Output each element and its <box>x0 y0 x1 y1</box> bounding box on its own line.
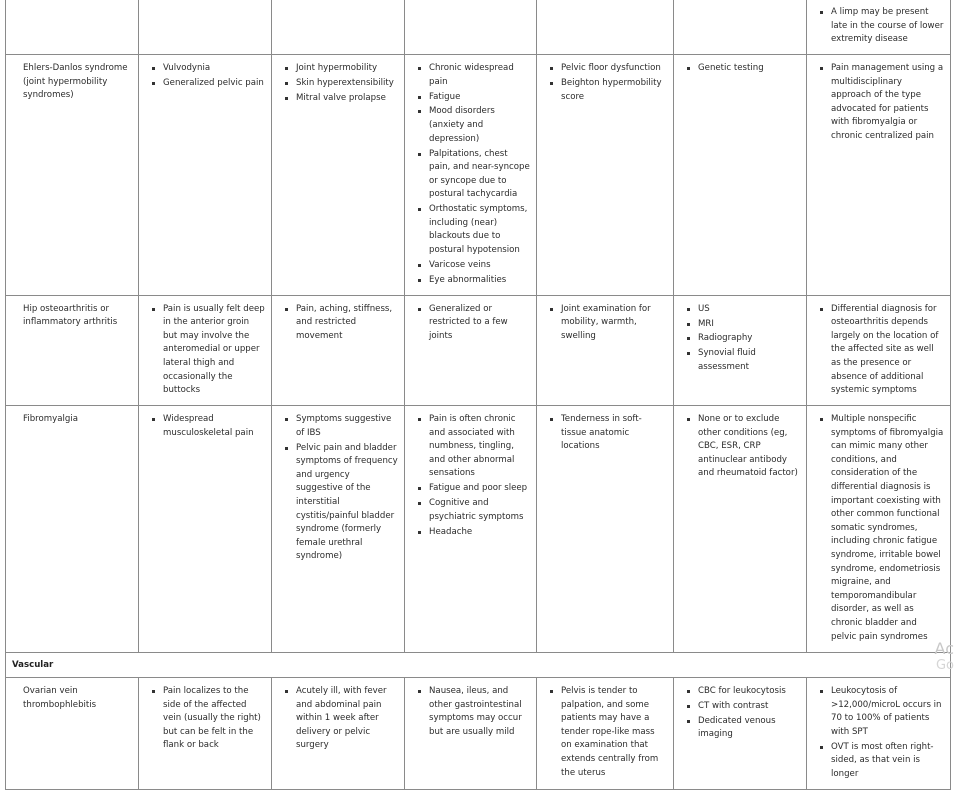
activate-windows-watermark <box>935 640 954 674</box>
table-cell <box>537 295 674 405</box>
table-row <box>6 406 951 652</box>
bullet-list <box>819 413 944 644</box>
bullet-list <box>151 62 265 90</box>
bullet-list <box>549 62 667 104</box>
differential-diagnosis-table <box>5 0 951 790</box>
table-cell <box>139 295 272 405</box>
bullet-list <box>417 685 530 739</box>
list-item: CT with contrast <box>686 700 800 714</box>
list-item: Palpitations, chest pain, and near-syncope or syncope due to postural tachycardia <box>417 148 530 202</box>
table-cell <box>405 678 537 790</box>
table-cell <box>674 295 807 405</box>
table-row <box>6 295 951 405</box>
list-item: Varicose veins <box>417 259 530 273</box>
list-item: Tenderness in soft-tissue anatomic locations <box>549 413 667 454</box>
table-cell <box>807 678 951 790</box>
bullet-list <box>549 685 667 780</box>
bullet-list <box>284 413 398 564</box>
list-item: Leukocytosis of >12,000/microL occurs in 70 to 100% of patients with SPT <box>819 685 944 739</box>
bullet-list <box>819 685 944 781</box>
table-cell <box>405 406 537 652</box>
list-item: Pain is often chronic and associated with numbness, tingling, and other abnormal sensations <box>417 413 530 481</box>
bullet-list <box>549 413 667 454</box>
list-item: Headache <box>417 526 530 540</box>
table-cell <box>807 406 951 652</box>
condition-cell: Hip osteoarthritis or inflammatory arthritis <box>6 295 139 405</box>
list-item: Radiography <box>686 332 800 346</box>
bullet-list <box>151 413 265 440</box>
bullet-list <box>417 62 530 287</box>
bullet-list <box>819 62 944 144</box>
table-cell <box>405 0 537 55</box>
table-cell <box>139 55 272 296</box>
table-cell <box>674 678 807 790</box>
bullet-list <box>549 303 667 344</box>
table-row <box>6 55 951 296</box>
bullet-list <box>284 303 398 344</box>
list-item: Chronic widespread pain <box>417 62 530 89</box>
list-item: Pain localizes to the side of the affected vein (usually the right) but can be felt in the flank or back <box>151 685 265 753</box>
bullet-list <box>819 303 944 398</box>
section-header: Vascular <box>6 652 951 678</box>
list-item: Fatigue and poor sleep <box>417 482 530 496</box>
list-item: Generalized pelvic pain <box>151 77 265 91</box>
list-item: A limp may be present late in the course of lower extremity disease <box>819 6 944 47</box>
bullet-list <box>819 6 944 47</box>
bullet-list <box>417 303 530 344</box>
condition-cell <box>6 0 139 55</box>
watermark-line-2: Go <box>935 658 954 673</box>
list-item: Generalized or restricted to a few joints <box>417 303 530 344</box>
table-cell <box>807 55 951 296</box>
list-item: CBC for leukocytosis <box>686 685 800 699</box>
table-cell <box>405 295 537 405</box>
list-item: Beighton hypermobility score <box>549 77 667 104</box>
table-cell <box>674 55 807 296</box>
condition-cell: Ehlers-Danlos syndrome (joint hypermobility syndromes) <box>6 55 139 296</box>
table-cell <box>139 0 272 55</box>
bullet-list <box>417 413 530 539</box>
list-item: Pain management using a multidisciplinary approach of the type advocated for patients with fibromyalgia or chronic centralized pain <box>819 62 944 144</box>
table-cell <box>807 295 951 405</box>
table-cell <box>272 55 405 296</box>
bullet-list <box>151 685 265 753</box>
list-item: Symptoms suggestive of IBS <box>284 413 398 440</box>
bullet-list <box>686 413 800 481</box>
bullet-list <box>686 62 800 76</box>
table-cell <box>272 406 405 652</box>
section-row <box>6 652 951 678</box>
list-item: US <box>686 303 800 317</box>
bullet-list <box>284 685 398 753</box>
table-cell <box>537 55 674 296</box>
bullet-list <box>151 303 265 398</box>
table-row <box>6 678 951 790</box>
list-item: Multiple nonspecific symptoms of fibromyalgia can mimic many other conditions, and consideration of the differential diagnosis is important coexisting with other common functional somatic syndromes, including chronic fatigue syndrome, irritable bowel syndrome, endometriosis migraine, and temporomandibular disorder, as well as chronic bladder and pelvic pain syndromes <box>819 413 944 644</box>
list-item: Dedicated venous imaging <box>686 715 800 742</box>
list-item: Fatigue <box>417 91 530 105</box>
list-item: Vulvodynia <box>151 62 265 76</box>
list-item: Differential diagnosis for osteoarthritis depends largely on the location of the affected site as well as the presence or absence of additional systemic symptoms <box>819 303 944 398</box>
watermark-line-1: Ac <box>934 639 954 658</box>
list-item: Genetic testing <box>686 62 800 76</box>
table-cell <box>537 678 674 790</box>
list-item: Pain, aching, stiffness, and restricted movement <box>284 303 398 344</box>
table-cell <box>674 0 807 55</box>
list-item: Cognitive and psychiatric symptoms <box>417 497 530 524</box>
table-cell <box>139 678 272 790</box>
table-cell <box>272 0 405 55</box>
list-item: Eye abnormalities <box>417 274 530 288</box>
list-item: Joint examination for mobility, warmth, swelling <box>549 303 667 344</box>
condition-cell: Fibromyalgia <box>6 406 139 652</box>
list-item: Widespread musculoskeletal pain <box>151 413 265 440</box>
bullet-list <box>284 62 398 105</box>
list-item: Pain is usually felt deep in the anterior groin but may involve the anteromedial or upper lateral thigh and occasionally the buttocks <box>151 303 265 398</box>
bullet-list <box>686 685 800 742</box>
list-item: Mood disorders (anxiety and depression) <box>417 105 530 146</box>
list-item: Synovial fluid assessment <box>686 347 800 374</box>
table-row <box>6 0 951 55</box>
list-item: OVT is most often right-sided, as that vein is longer <box>819 741 944 782</box>
list-item: Pelvic pain and bladder symptoms of frequency and urgency suggestive of the interstitial cystitis/painful bladder syndrome (formerly female urethral syndrome) <box>284 442 398 564</box>
condition-cell: Ovarian vein thrombophlebitis <box>6 678 139 790</box>
list-item: Pelvic floor dysfunction <box>549 62 667 76</box>
list-item: Orthostatic symptoms, including (near) blackouts due to postural hypotension <box>417 203 530 257</box>
list-item: Nausea, ileus, and other gastrointestinal symptoms may occur but are usually mild <box>417 685 530 739</box>
list-item: Joint hypermobility <box>284 62 398 76</box>
table-cell <box>139 406 272 652</box>
table-cell <box>272 678 405 790</box>
table-cell <box>405 55 537 296</box>
list-item: Pelvis is tender to palpation, and some patients may have a tender rope-like mass on examination that extends centrally from the uterus <box>549 685 667 780</box>
table-cell <box>537 0 674 55</box>
table-cell <box>272 295 405 405</box>
list-item: Skin hyperextensibility <box>284 77 398 91</box>
table-cell <box>537 406 674 652</box>
bullet-list <box>686 303 800 375</box>
list-item: MRI <box>686 318 800 332</box>
table-cell <box>674 406 807 652</box>
table-cell <box>807 0 951 55</box>
list-item: None or to exclude other conditions (eg, CBC, ESR, CRP antinuclear antibody and rheumatoid factor) <box>686 413 800 481</box>
list-item: Acutely ill, with fever and abdominal pain within 1 week after delivery or pelvic surgery <box>284 685 398 753</box>
list-item: Mitral valve prolapse <box>284 92 398 106</box>
